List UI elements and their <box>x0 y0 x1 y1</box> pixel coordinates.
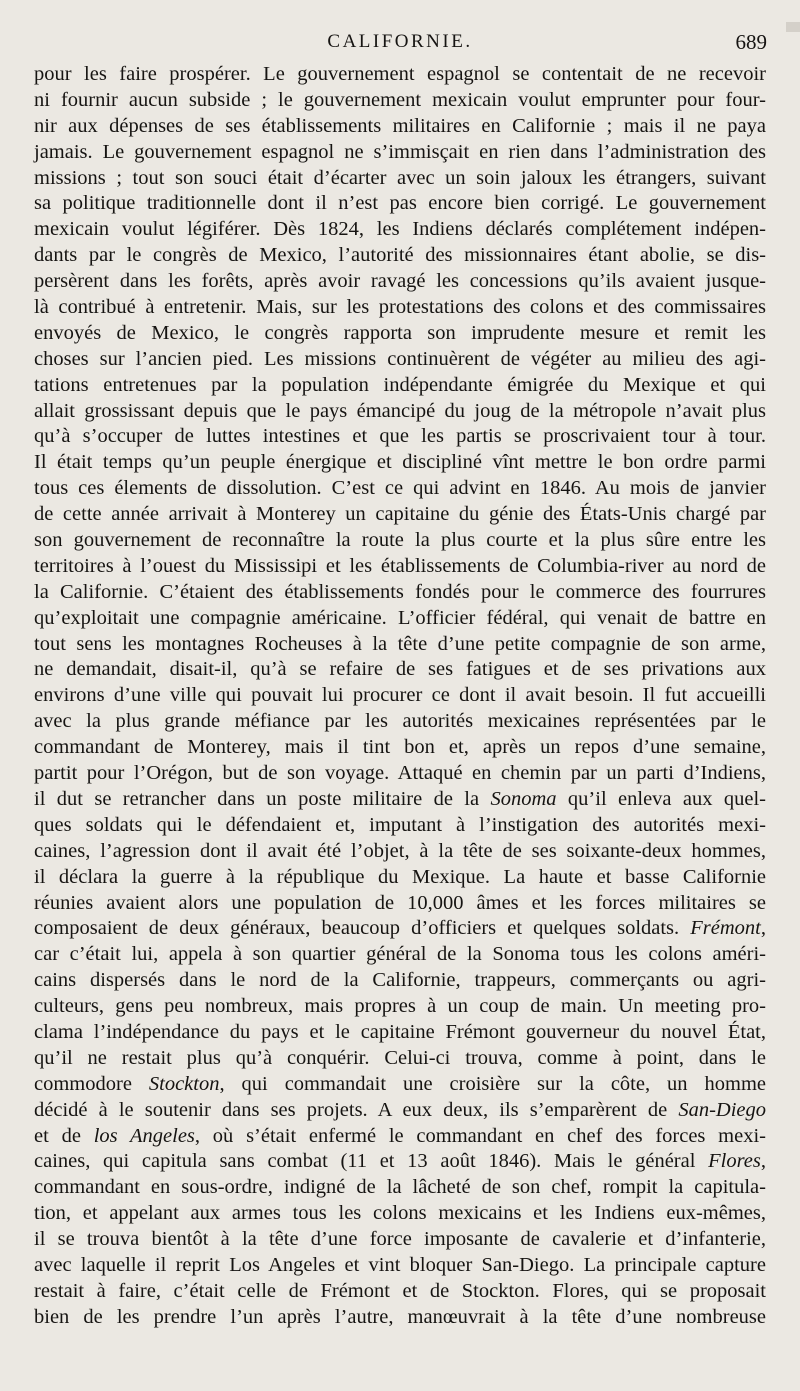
text-line: mexicain voulut légiférer. Dès 1824, les Indiens déclarés complétement indépen- <box>34 218 766 241</box>
text-line: tion, et appelant aux armes tous les colons mexicains et les Indiens eux-mêmes, <box>34 1202 766 1225</box>
text-line: bien de les prendre l’un après l’autre, manœuvrait à la tête d’une nombreuse <box>34 1305 766 1328</box>
text-line: ni fournir aucun subside ; le gouvernement mexicain voulut emprunter pour four- <box>34 88 766 111</box>
text-line: qu’il ne restait plus qu’à conquérir. Celui-ci trouva, comme à point, dans le <box>34 1046 766 1069</box>
text-line: tout sens les montagnes Rocheuses à la tête d’une petite compagnie de son arme, <box>34 632 766 655</box>
italic-term: Sonoma <box>490 787 557 810</box>
text-line: ne demandait, disait-il, qu’à se refaire de ses fatigues et de ses privations aux <box>34 658 766 681</box>
text-line: dants par le congrès de Mexico, l’autorité des missionnaires étant abolie, se dis- <box>34 244 766 267</box>
text-line: la Californie. C’étaient des établissements fondés pour le commerce des fourrures <box>34 580 766 603</box>
text-line: réunies avaient alors une population de 10,000 âmes et les forces militaires se <box>34 891 766 914</box>
italic-term: Frémont <box>690 917 761 940</box>
italic-term: Flores <box>708 1150 761 1173</box>
page-number: 689 <box>735 30 767 54</box>
body-text <box>34 62 766 1331</box>
text-line: nir aux dépenses de ses établissements militaires en Californie ; mais il ne paya <box>34 114 766 137</box>
text-line: envoyés de Mexico, le congrès rapporta son imprudente mesure et remit les <box>34 321 766 344</box>
text-line: et de los Angeles, où s’était enfermé le commandant en chef des forces mexi- <box>34 1124 766 1147</box>
text-line: son gouvernement de reconnaître la route la plus courte et la plus sûre entre les <box>34 529 766 552</box>
text-line: de cette année arrivait à Monterey un capitaine du génie des États-Unis chargé par <box>34 503 766 526</box>
italic-term: los Angeles <box>93 1124 195 1147</box>
text-line: partit pour l’Orégon, but de son voyage. Attaqué en chemin par un parti d’Indiens, <box>34 762 766 785</box>
running-head <box>0 26 800 58</box>
text-line: Il était temps qu’un peuple énergique et discipliné vînt mettre le bon ordre parmi <box>34 451 766 474</box>
text-line: environs d’une ville qui pouvait lui procurer ce dont il avait besoin. Il fut accueilli <box>34 684 766 707</box>
text-line: tous ces élements de dissolution. C’est ce qui advint en 1846. Au mois de janvier <box>34 477 766 500</box>
running-head-title: CALIFORNIE. <box>327 31 473 52</box>
text-line: il déclara la guerre à la république du Mexique. La haute et basse Californie <box>34 865 766 888</box>
italic-term: San-Diego <box>678 1098 766 1121</box>
text-line: commodore Stockton, qui commandait une croisière sur la côte, un homme <box>34 1072 766 1095</box>
text-line: car c’était lui, appela à son quartier général de la Sonoma tous les colons améri- <box>34 943 766 966</box>
text-line: choses sur l’ancien pied. Les missions continuèrent de végéter au milieu des agi- <box>34 347 766 370</box>
text-line: qu’à s’occuper de luttes intestines et que les partis se proscrivaient tour à tour. <box>34 425 766 448</box>
text-line: persèrent dans les forêts, après avoir ravagé les concessions qu’ils avaient jusque- <box>34 270 766 293</box>
text-line: missions ; tout son souci était d’écarter avec un soin jaloux les étrangers, suivant <box>34 166 766 189</box>
text-line: il dut se retrancher dans un poste militaire de la Sonoma qu’il enleva aux quel- <box>34 787 766 810</box>
text-line: jamais. Le gouvernement espagnol ne s’immisçait en rien dans l’administration des <box>34 140 766 163</box>
text-line: ques soldats qui le défendaient et, imputant à l’instigation des autorités mexi- <box>34 813 766 836</box>
text-line: tations entretenues par la population indépendante émigrée du Mexique et qui <box>34 373 766 396</box>
text-line: cains dispersés dans le nord de la Californie, trappeurs, commerçants ou agri- <box>34 969 766 992</box>
text-line: pour les faire prospérer. Le gouvernement espagnol se contentait de ne recevoir <box>34 63 766 85</box>
text-line: avec la plus grande méfiance par les autorités mexicaines représentées par le <box>34 710 766 733</box>
text-line: avec laquelle il reprit Los Angeles et vint bloquer San-Diego. La principale capture <box>34 1253 766 1276</box>
text-line: territoires à l’ouest du Mississipi et les établissements de Columbia-river au nord de <box>34 554 766 577</box>
text-line: là contribué à entretenir. Mais, sur les protestations des colons et des commissaires <box>34 296 766 319</box>
text-line: restait à faire, c’était celle de Frémont et de Stockton. Flores, qui se proposait <box>34 1279 766 1302</box>
text-line: décidé à le soutenir dans ses projets. A eux deux, ils s’emparèrent de San-Diego <box>34 1098 766 1121</box>
text-line: il se trouva bientôt à la tête d’une force imposante de cavalerie et d’infanterie, <box>34 1228 766 1251</box>
text-line: composaient de deux généraux, beaucoup d’officiers et quelques soldats. Frémont, <box>34 917 766 940</box>
text-line: sa politique traditionnelle dont il n’est pas encore bien corrigé. Le gouvernement <box>34 192 766 215</box>
text-line: commandant de Monterey, mais il tint bon et, après un repos d’une semaine, <box>34 736 766 759</box>
text-line: culteurs, gens peu nombreux, mais propres à un coup de main. Un meeting pro- <box>34 995 766 1018</box>
text-line: clama l’indépendance du pays et le capitaine Frémont gouverneur du nouvel État, <box>34 1020 766 1043</box>
text-line: allait grossissant depuis que le pays émancipé du joug de la métropole n’avait plus <box>34 399 766 422</box>
text-line: commandant en sous-ordre, indigné de la lâcheté de son chef, rompit la capitula- <box>34 1176 766 1199</box>
text-line: qu’exploitait une compagnie américaine. L’officier fédéral, qui venait de battre en <box>34 606 766 629</box>
italic-term: Stockton <box>148 1072 220 1095</box>
text-line: caines, qui capitula sans combat (11 et 13 août 1846). Mais le général Flores, <box>34 1150 766 1173</box>
text-line: caines, l’agression dont il avait été l’objet, à la tête de ses soixante-deux hommes, <box>34 839 766 862</box>
